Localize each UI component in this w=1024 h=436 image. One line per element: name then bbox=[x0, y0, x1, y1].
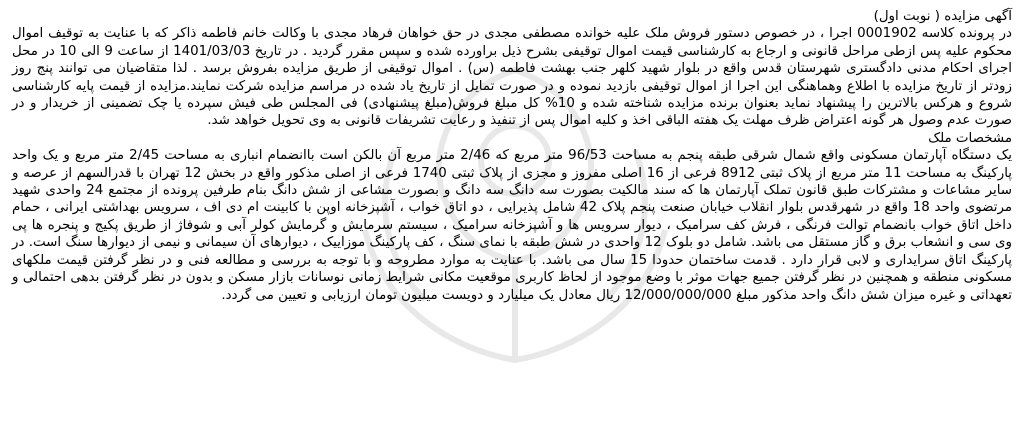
notice-body-paragraph: در پرونده کلاسه 0001902 اجرا ، در خصوص دستور فروش ملک علیه خوانده مصطفی مجدی در حق خواهان فرهاد مجدی با وکالت خانم فاطمه ذاکر که با عنایت به توقیف اموال محکوم علیه پس ازطی مراحل قانونی و ارجاع به کارشناسی قیمت اموال توقیفی بشرح ذیل براورده شده و سپس مقرر گردید . در تاریخ 1401/03/03 از ساعت 9 الی 10 در محل اجرای احکام مدنی دادگستری شهرستان قدس واقع در بلوار شهید کلهر جنب بهشت فاطمه (س) . اموال توقیفی از طریق مزایده بفروش برسد . لذا متقاضیان می توانند پنج روز زودتر از تاریخ مزایده با اطلاع وهماهنگی این اجرا از اموال توقیفی بازدید نموده و در صورت تمایل از تاریخ یاد شده در مراسم مزایده شرکت نمایند.مزایده از قیمت پایه کارشناسی شروع و هرکس بالاترین را پیشنهاد نماید بعنوان برنده مزایده شناخته شده و 10% کل مبلغ فروش(مبلغ پیشنهادی) فی المجلس طی فیش سپرده یا چک تضمینی از خریدار و در صورت عدم وصول هر گونه اعتراض ظرف مهلت یک هفته الباقی اخذ و کلیه اموال پس از تنفیذ و رعایت تشریفات قانونی به وی تحویل خواهد شد. bbox=[12, 26, 1012, 129]
property-specs-heading: مشخصات ملک bbox=[928, 130, 1012, 146]
property-specs-paragraph: یک دستگاه آپارتمان مسکونی واقع شمال شرقی طبقه پنجم به مساحت 96/53 متر مربع که 2/46 متر مربع آن بالکن است باانضمام انباری به مساحت 2/45 متر مربع و یک واحد پارکینگ به مساحت 11 متر مربع از پلاک ثبتی 8912 فرعی از 16 اصلی مفروز و مجزی از پلاک ثبتی 1740 فرعی از اصلی مذکور واقع در بخش 12 تهران با قدرالسهم از عرصه و سایر مشاعات و مشترکات طبق قانون تملک آپارتمان ها که سند مالکیت بصورت سه دانگ سه دانگ و بصورت مشاعی از شش دانگ بنام طرفین پرونده از مجتمع 24 واحدی شهید مرتضوی واحد 18 واقع در شهرقدس بلوار انقلاب خیابان صنعت پنجم پلاک 42 شامل پذیرایی ، دو اتاق خواب ، آشپزخانه اوپن با کابینت ام دی اف ، سرویس بهداشتی ایرانی ، حمام داخل اتاق خواب بانضمام توالت فرنگی ، فرش کف سرامیک ، دیوار سرویس ها و آشپزخانه سرامیک ، سیستم سرمایش و گرمایش کولر آبی و شوفاژ از طریق پکیج و پنجره ها پی وی سی و انشعاب برق و گاز مستقل می باشد. شامل دو بلوک 12 واحدی در شش طبقه با نمای سنگ ، کف پارکینگ موزاییک ، دیوارهای آن سیمانی و نیمی از دیوارها سنگ است. در پارکینگ اتاق سرایداری و لابی قرار دارد . قدمت ساختمان حدودا 15 سال می باشد. با عنایت به موارد مطروحه و با توجه به بررسی و مطالعه فنی و در نظر گرفتن قیمت ملکهای مسکونی منطقه و همچنین در نظر گرفتن جمیع جهات موثر با وضع موجود از لحاظ کاربری موقعیت مکانی شرایط زمانی نوسانات بازار مسکن و بدون در نظر گرفتن بدهی احتمالی و تعهداتی و غیره میزان شش دانگ واحد مذکور مبلغ 12/000/000/000 ریال معادل یک میلیارد و دویست میلیون تومان ارزیابی و تعیین می گردد. bbox=[12, 148, 1013, 303]
notice-title: آگهی مزایده ( نوبت اول) bbox=[873, 9, 1012, 24]
auction-notice bbox=[12, 0, 1012, 304]
